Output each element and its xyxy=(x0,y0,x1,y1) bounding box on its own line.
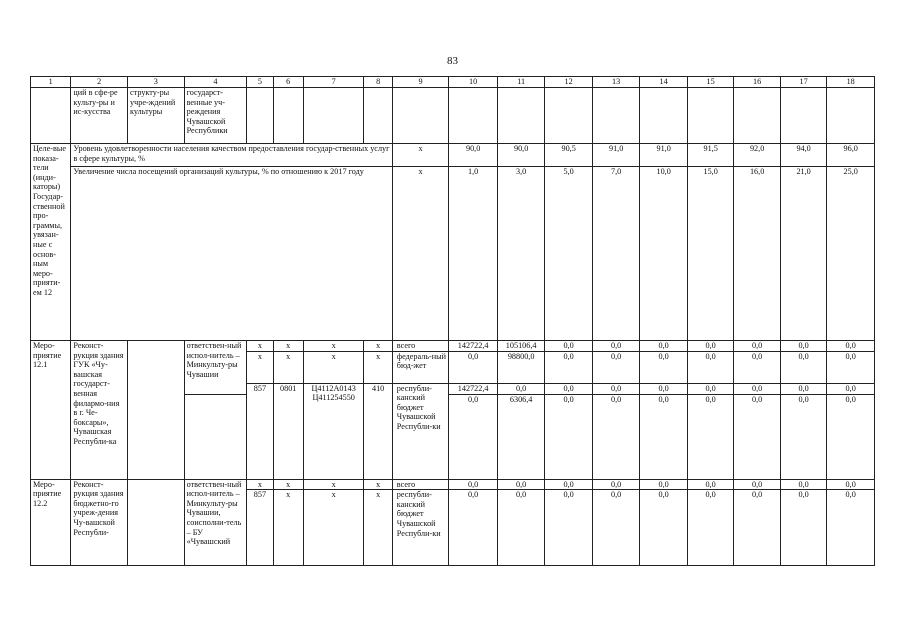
cell-text: х xyxy=(273,479,303,490)
value-cell: 91,5 xyxy=(687,144,733,167)
column-number: 9 xyxy=(392,77,449,88)
cell-text: 0801 xyxy=(273,383,303,479)
value-cell: 0,0 xyxy=(780,479,826,490)
value-cell: 0,0 xyxy=(592,341,640,352)
value-cell: 0,0 xyxy=(640,490,688,566)
cell-text: х xyxy=(247,351,273,383)
value-cell: 0,0 xyxy=(780,351,826,383)
value-cell: 0,0 xyxy=(640,479,688,490)
column-number: 10 xyxy=(449,77,498,88)
value-cell: 0,0 xyxy=(545,351,593,383)
event-name: Реконст-рукция здания бюджетно-го учреж-дения Чу-вашской Республи- xyxy=(71,479,128,566)
column-number: 16 xyxy=(734,77,780,88)
value-cell: 15,0 xyxy=(687,167,733,341)
value-cell: 0,0 xyxy=(734,479,780,490)
value-cell: 0,0 xyxy=(827,351,875,383)
value-cell: 0,0 xyxy=(734,341,780,352)
value-cell: 21,0 xyxy=(780,167,826,341)
page-number: 83 xyxy=(447,55,458,67)
indicator-text: Уровень удовлетворенности населения качеством предоставления государ-ственных услуг в сфере культуры, % xyxy=(71,144,392,167)
column-number: 7 xyxy=(303,77,364,88)
cell-text: х xyxy=(273,351,303,383)
value-cell: 0,0 xyxy=(640,351,688,383)
column-number: 14 xyxy=(640,77,688,88)
source-text: республи-канский бюджет Чувашской Республи-ки xyxy=(392,490,449,566)
value-cell: 7,0 xyxy=(592,167,640,341)
budget-code: Ц4112А0143 xyxy=(311,383,356,393)
value-cell: 94,0 xyxy=(780,144,826,167)
source-text: всего xyxy=(392,341,449,352)
cell-text: х xyxy=(247,479,273,490)
column-number: 12 xyxy=(545,77,593,88)
value-cell: 1,0 xyxy=(449,167,498,341)
value-cell: 0,0 xyxy=(640,394,688,479)
event-12-1-total-row xyxy=(31,341,875,352)
value-cell: 0,0 xyxy=(827,394,875,479)
cell-text: х xyxy=(364,479,392,490)
cell-text: х xyxy=(303,351,364,383)
value-cell: 0,0 xyxy=(545,490,593,566)
source-text: всего xyxy=(392,479,449,490)
cell-text: х xyxy=(364,490,392,566)
value-cell: 0,0 xyxy=(545,341,593,352)
cell-text: 410 xyxy=(364,383,392,479)
value-cell: 0,0 xyxy=(687,394,733,479)
cell-text: структу-ры учре-ждений культуры xyxy=(128,88,185,144)
cell-text: 857 xyxy=(247,383,273,479)
value-cell: 0,0 xyxy=(545,479,593,490)
cell-text: ций в сфе-ре культу-ры и ис-кусства xyxy=(71,88,128,144)
event-name: Реконст-рукция здания ГУК «Чу-вашская государст-венная филармо-ния в г. Че-боксары», Чувашская Республи-ка xyxy=(71,341,128,480)
responsible-text: ответствен-ный испол-нитель – Минкульту-ры Чувашии xyxy=(184,341,247,395)
value-cell: 10,0 xyxy=(640,167,688,341)
value-cell: 0,0 xyxy=(687,341,733,352)
cell-text: х xyxy=(392,144,449,167)
value-cell: 0,0 xyxy=(592,479,640,490)
value-cell: 142722,4 xyxy=(449,383,498,394)
value-cell: 0,0 xyxy=(449,351,498,383)
value-cell: 25,0 xyxy=(827,167,875,341)
value-cell: 0,0 xyxy=(640,341,688,352)
value-cell: 0,0 xyxy=(734,351,780,383)
value-cell: 0,0 xyxy=(780,383,826,394)
cell-text: х xyxy=(303,341,364,352)
value-cell: 0,0 xyxy=(687,479,733,490)
value-cell: 0,0 xyxy=(687,383,733,394)
cell-text: х xyxy=(392,167,449,341)
value-cell: 91,0 xyxy=(592,144,640,167)
column-number: 15 xyxy=(687,77,733,88)
cell-text: х xyxy=(303,490,364,566)
column-number: 8 xyxy=(364,77,392,88)
value-cell: 96,0 xyxy=(827,144,875,167)
value-cell: 0,0 xyxy=(497,490,545,566)
value-cell: 0,0 xyxy=(592,383,640,394)
indicator-row xyxy=(31,144,875,167)
value-cell: 0,0 xyxy=(592,490,640,566)
value-cell: 98800,0 xyxy=(497,351,545,383)
value-cell: 90,0 xyxy=(449,144,498,167)
cell-text: х xyxy=(364,341,392,352)
value-cell: 0,0 xyxy=(449,479,498,490)
event-12-2-total-row xyxy=(31,479,875,490)
value-cell: 0,0 xyxy=(780,394,826,479)
indicator-text: Увеличение числа посещений организаций культуры, % по отношению к 2017 году xyxy=(71,167,392,341)
cell-text: 857 xyxy=(247,490,273,566)
value-cell: 6306,4 xyxy=(497,394,545,479)
value-cell: 16,0 xyxy=(734,167,780,341)
column-number: 2 xyxy=(71,77,128,88)
value-cell: 0,0 xyxy=(592,394,640,479)
program-table xyxy=(30,76,875,566)
indicator-row xyxy=(31,167,875,341)
value-cell: 91,0 xyxy=(640,144,688,167)
value-cell: 0,0 xyxy=(780,490,826,566)
cell-text: государст-венные уч-реждения Чувашской Республики xyxy=(184,88,247,144)
value-cell: 3,0 xyxy=(497,167,545,341)
cell-text: х xyxy=(364,351,392,383)
value-cell: 0,0 xyxy=(734,394,780,479)
value-cell: 0,0 xyxy=(827,479,875,490)
column-number: 5 xyxy=(247,77,273,88)
budget-code: Ц411254550 xyxy=(312,393,355,403)
value-cell: 5,0 xyxy=(545,167,593,341)
value-cell: 0,0 xyxy=(640,383,688,394)
value-cell: 0,0 xyxy=(449,394,498,479)
value-cell: 0,0 xyxy=(545,394,593,479)
value-cell: 0,0 xyxy=(592,351,640,383)
cell-text: х xyxy=(303,479,364,490)
column-number: 3 xyxy=(128,77,185,88)
value-cell: 0,0 xyxy=(827,341,875,352)
value-cell: 90,5 xyxy=(545,144,593,167)
event-label: Меро-приятие 12.2 xyxy=(31,479,71,566)
source-text: республи-канский бюджет Чувашской Республи-ки xyxy=(392,383,449,479)
value-cell: 0,0 xyxy=(827,383,875,394)
value-cell: 0,0 xyxy=(780,341,826,352)
responsible-text: ответствен-ный испол-нитель – Минкульту-ры Чувашии, соисполни-тель – БУ «Чувашский xyxy=(184,479,247,566)
value-cell: 0,0 xyxy=(687,490,733,566)
value-cell: 0,0 xyxy=(497,383,545,394)
event-label: Меро-приятие 12.1 xyxy=(31,341,71,480)
column-number-row xyxy=(31,77,875,88)
column-number: 1 xyxy=(31,77,71,88)
value-cell: 0,0 xyxy=(545,383,593,394)
value-cell: 0,0 xyxy=(687,351,733,383)
cell-text: х xyxy=(247,341,273,352)
column-number: 17 xyxy=(780,77,826,88)
column-number: 6 xyxy=(273,77,303,88)
indicators-label: Целе-вые показа-тели (инди-каторы) Государ-ственной про-граммы, увязан-ные с основ-ным меро-прияти-ем 12 xyxy=(31,144,71,341)
value-cell: 0,0 xyxy=(827,490,875,566)
value-cell: 0,0 xyxy=(497,479,545,490)
continuation-row xyxy=(31,88,875,144)
column-number: 11 xyxy=(497,77,545,88)
value-cell: 0,0 xyxy=(449,490,498,566)
cell-text: х xyxy=(273,341,303,352)
value-cell: 90,0 xyxy=(497,144,545,167)
value-cell: 142722,4 xyxy=(449,341,498,352)
cell-text: х xyxy=(273,490,303,566)
value-cell: 105106,4 xyxy=(497,341,545,352)
column-number: 13 xyxy=(592,77,640,88)
value-cell: 0,0 xyxy=(734,490,780,566)
column-number: 18 xyxy=(827,77,875,88)
value-cell: 92,0 xyxy=(734,144,780,167)
value-cell: 0,0 xyxy=(734,383,780,394)
column-number: 4 xyxy=(184,77,247,88)
source-text: федераль-ный бюд-жет xyxy=(392,351,449,383)
